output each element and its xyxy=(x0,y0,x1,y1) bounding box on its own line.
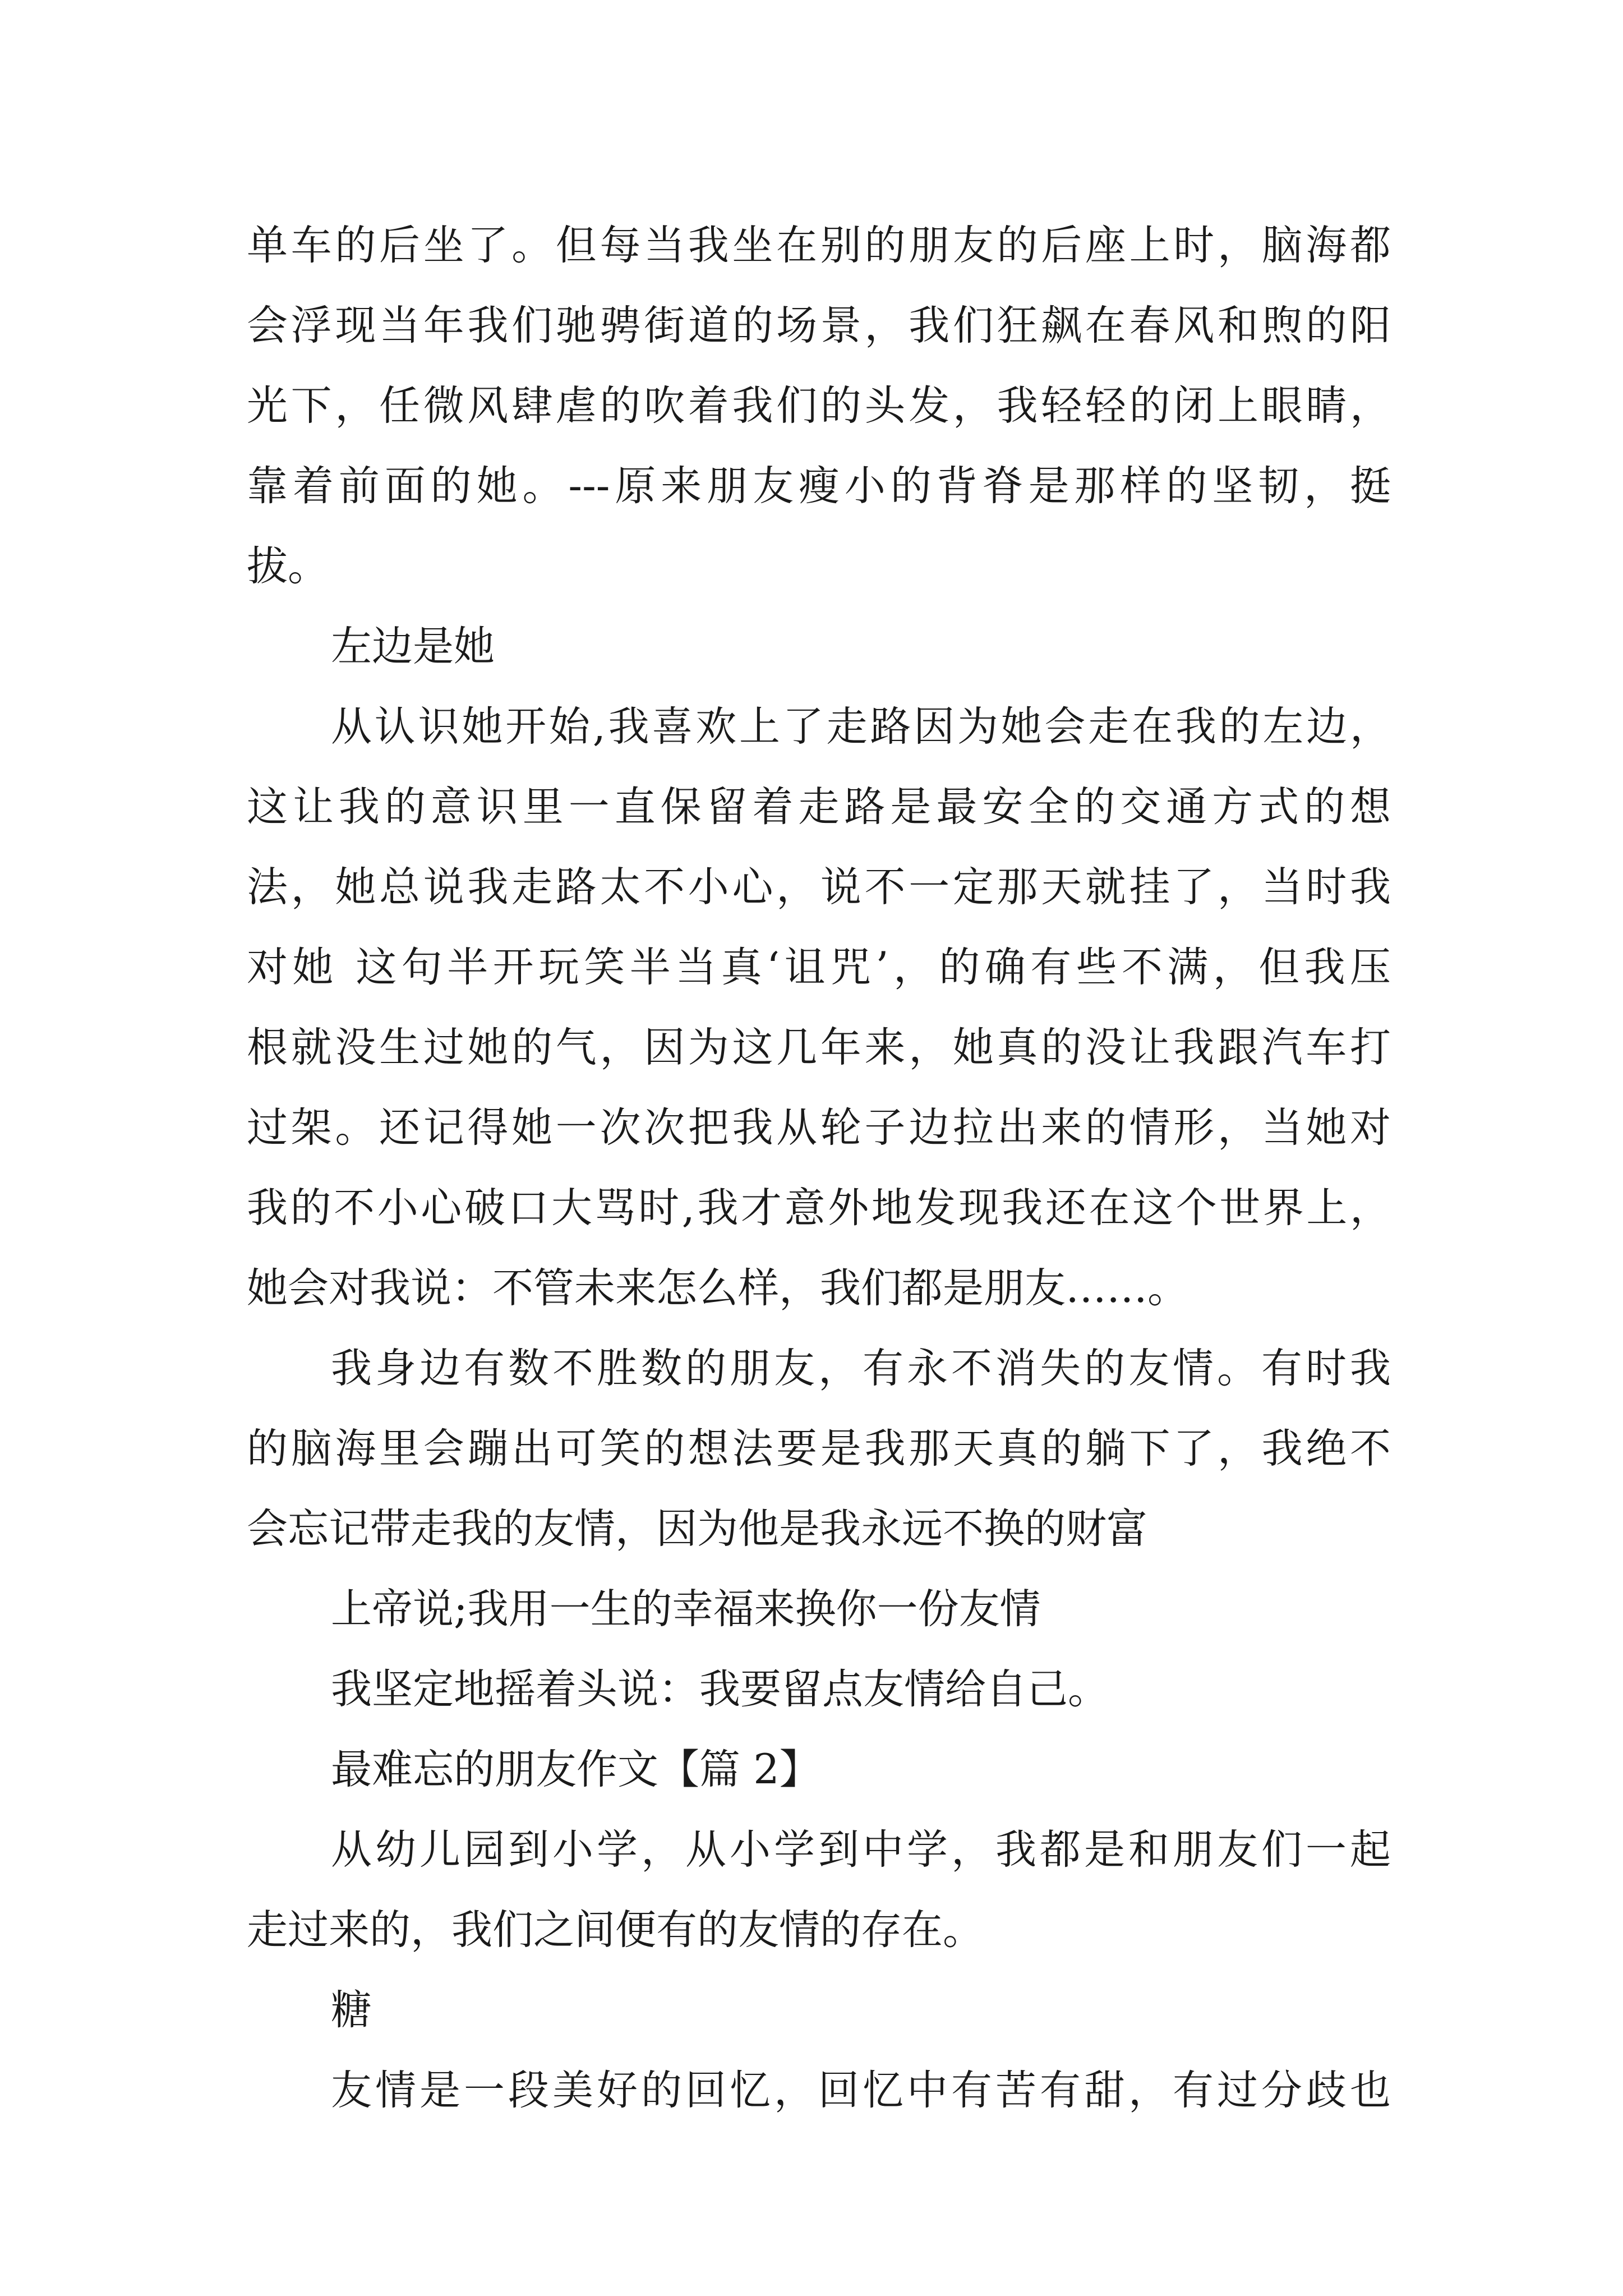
paragraph-line: 走过来的，我们之间便有的友情的存在。 xyxy=(247,1906,984,1954)
section-heading: 最难忘的朋友作文【篇 2】 xyxy=(331,1746,820,1793)
paragraph-line: 她会对我说：不管未来怎么样，我们都是朋友……。 xyxy=(247,1264,1188,1312)
paragraph-line: 单车的后坐了。但每当我坐在别的朋友的后座上时，脑海都 xyxy=(247,222,1391,269)
paragraph-line: 光下，任微风肆虐的吹着我们的头发，我轻轻的闭上眼睛， xyxy=(247,382,1391,430)
paragraph-line: 我坚定地摇着头说：我要留点友情给自己。 xyxy=(331,1665,1109,1713)
paragraph-line: 根就没生过她的气，因为这几年来，她真的没让我跟汽车打 xyxy=(247,1024,1391,1071)
paragraph-line: 上帝说;我用一生的幸福来换你一份友情 xyxy=(331,1585,1041,1633)
paragraph-line: 法，她总说我走路太不小心，说不一定那天就挂了，当时我 xyxy=(247,863,1391,911)
paragraph-line: 这让我的意识里一直保留着走路是最安全的交通方式的想 xyxy=(247,783,1391,831)
paragraph-line: 会浮现当年我们驰骋街道的场景，我们狂飙在春风和煦的阳 xyxy=(247,302,1391,349)
paragraph-line: 从幼儿园到小学，从小学到中学，我都是和朋友们一起 xyxy=(331,1826,1391,1874)
paragraph-line: 靠着前面的她。---原来朋友瘦小的背脊是那样的坚韧，挺 xyxy=(247,462,1391,510)
paragraph-line: 友情是一段美好的回忆，回忆中有苦有甜，有过分歧也 xyxy=(331,2067,1391,2114)
section-heading: 糖 xyxy=(331,1986,372,2034)
paragraph-line: 会忘记带走我的友情，因为他是我永远不换的财富 xyxy=(247,1505,1147,1553)
paragraph-line: 过架。还记得她一次次把我从轮子边拉出来的情形，当她对 xyxy=(247,1104,1391,1152)
paragraph-line: 从认识她开始,我喜欢上了走路因为她会走在我的左边， xyxy=(331,703,1391,751)
paragraph-line: 我身边有数不胜数的朋友，有永不消失的友情。有时我 xyxy=(331,1345,1391,1392)
paragraph-line: 的脑海里会蹦出可笑的想法要是我那天真的躺下了，我绝不 xyxy=(247,1425,1391,1473)
paragraph-line: 对她 这句半开玩笑半当真‘诅咒’，的确有些不满，但我压 xyxy=(247,944,1391,991)
paragraph-line: 我的不小心破口大骂时,我才意外地发现我还在这个世界上， xyxy=(247,1184,1391,1232)
paragraph-line: 拔。 xyxy=(247,542,329,590)
section-heading: 左边是她 xyxy=(331,623,495,670)
